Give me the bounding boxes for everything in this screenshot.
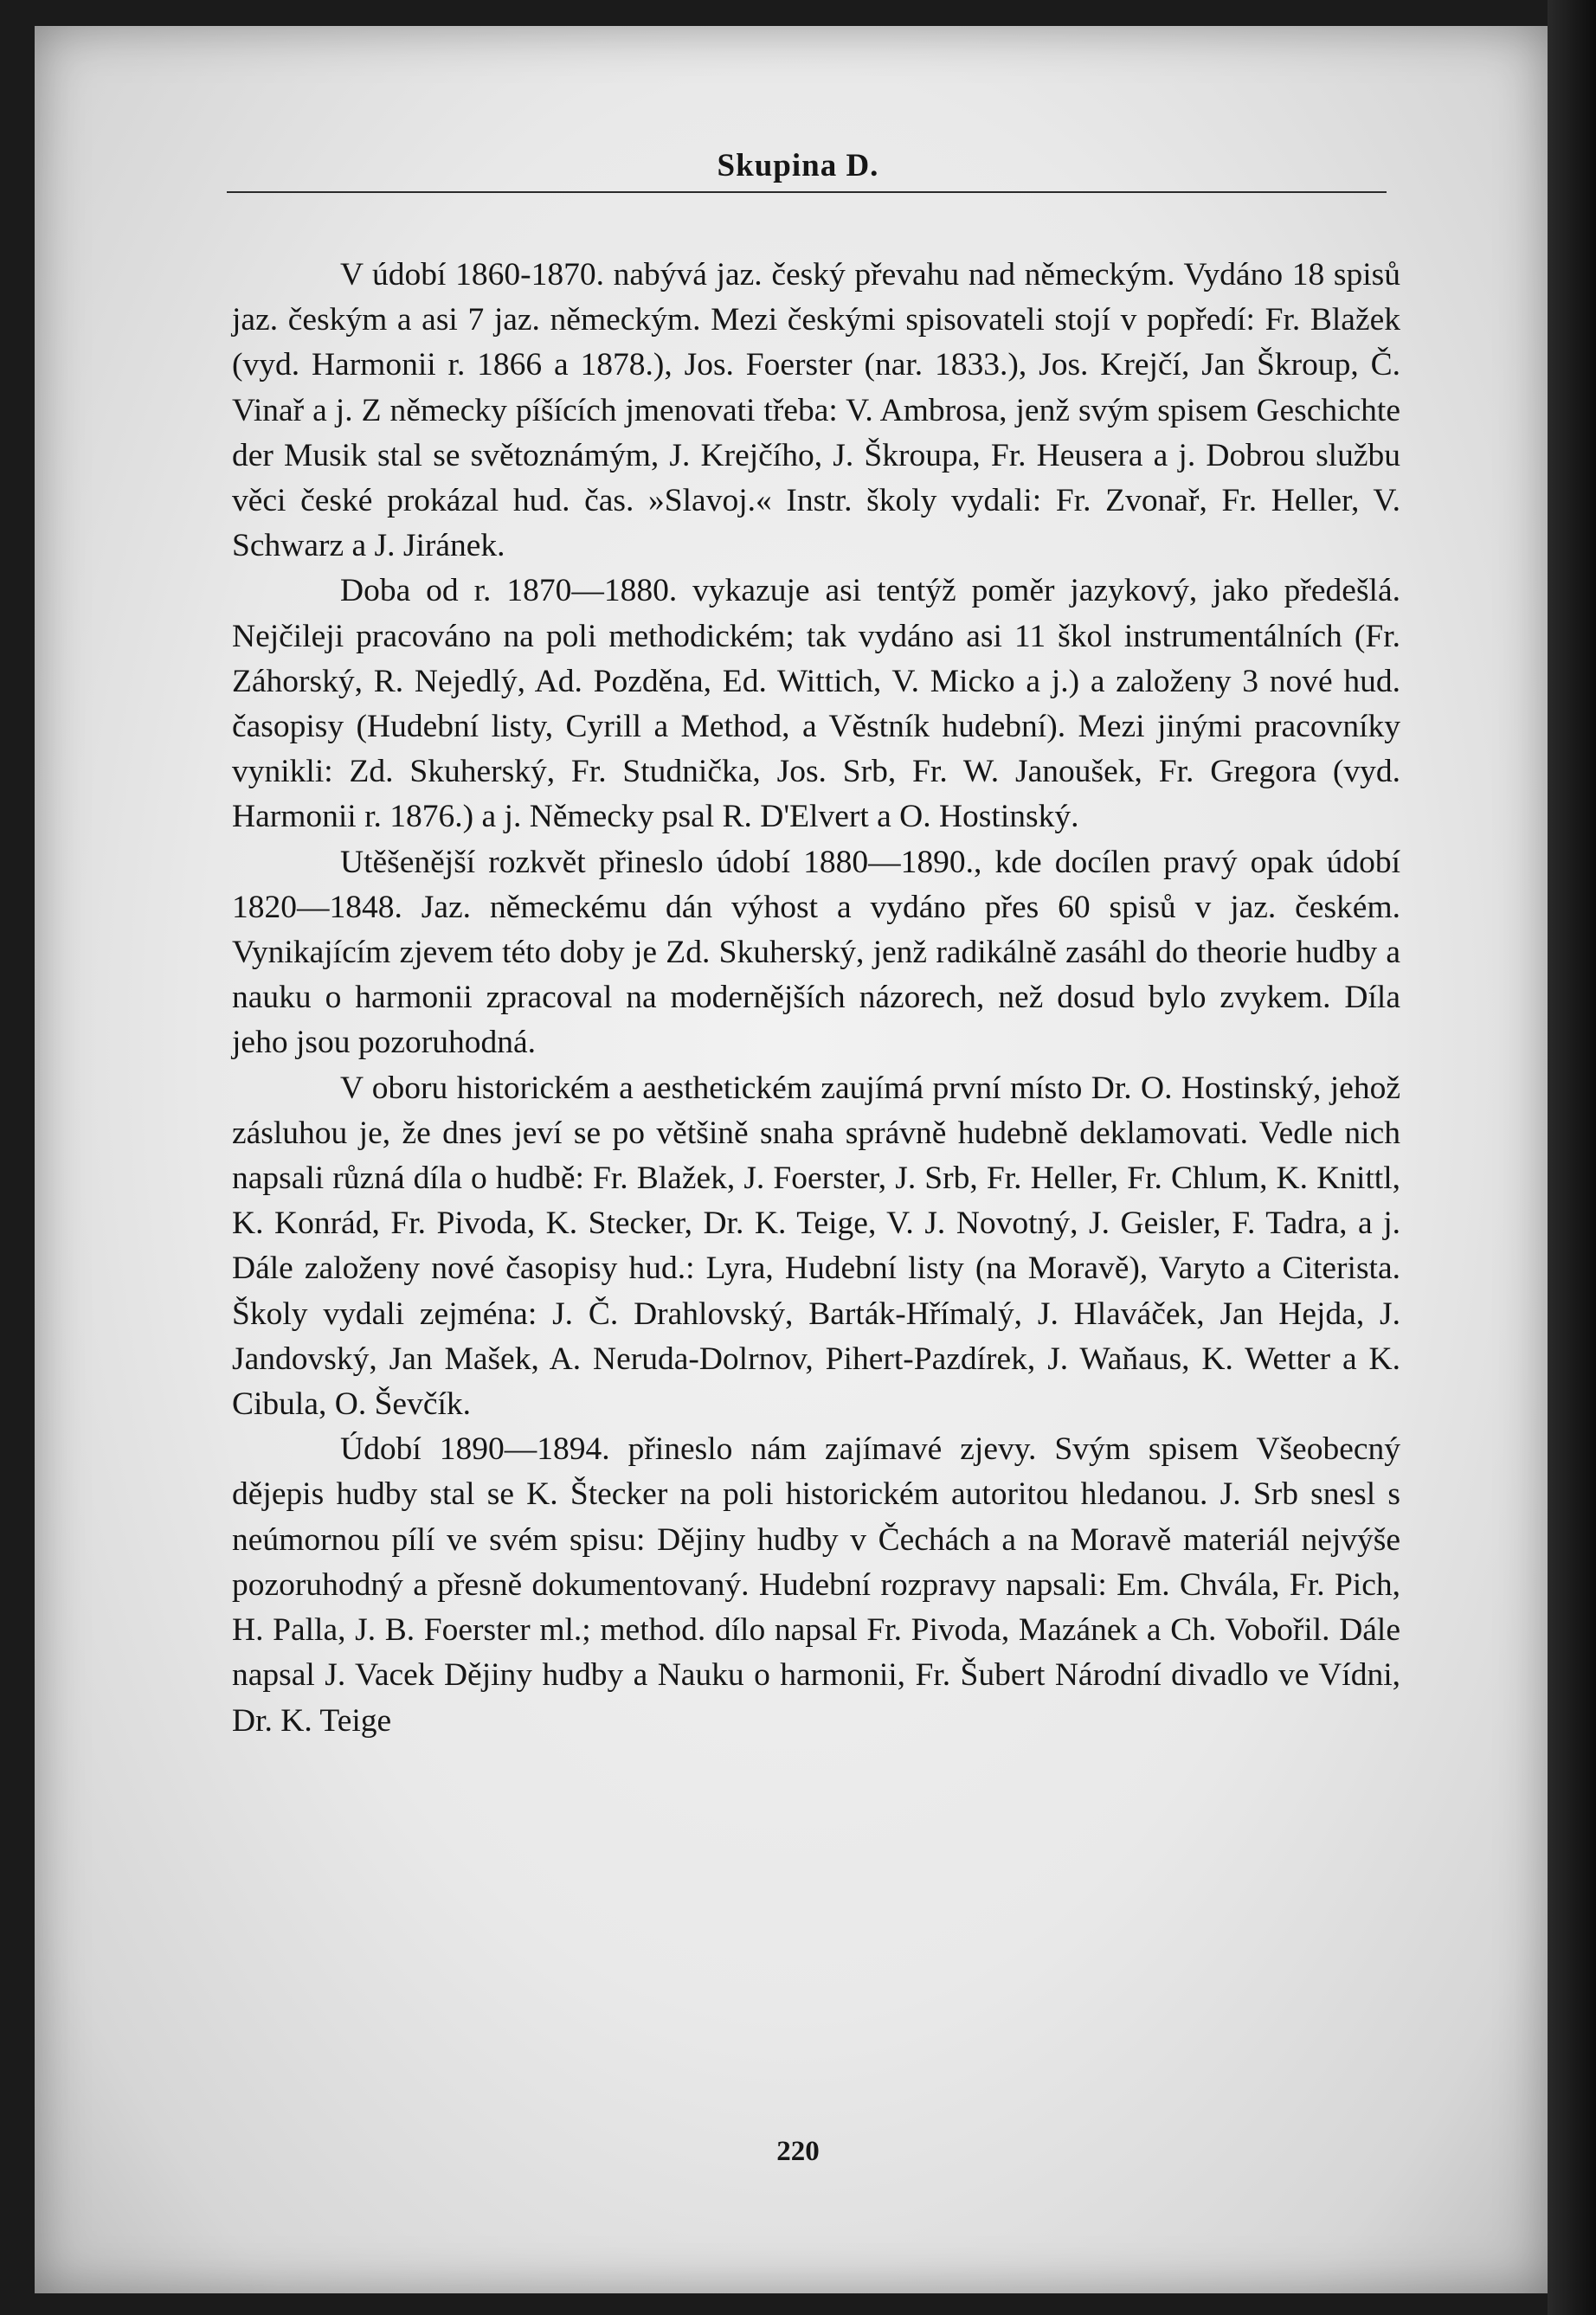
paragraph-1870-1880: Doba od r. 1870—1880. vykazuje asi tentýž poměr jazykový, jako předešlá. Nejčileji pracováno na poli methodickém; tak vydáno asi 11 škol instrumentálních (Fr. Záhorský, R. Nejedlý, Ad. Pozděna, Ed. Wittich, V. Micko a j.) a založeny 3 nové hud. časopisy (Hudební listy, Cyrill a Method, a Věstník hudební). Mezi jinými pracovníky vynikli: Zd. Skuherský, Fr. Studnička, Jos. Srb, Fr. W. Janoušek, Fr. Gregora (vyd. Harmonii r. 1876.) a j. Německy psal R. D'Elvert a O. Hostinský. xyxy=(232,573,1400,835)
paragraph-historical-aesthetic: V oboru historickém a aesthetickém zaujímá první místo Dr. O. Hostinský, jehož zásluhou je, že dnes jeví se po většině snaha správně hudebně deklamovati. Vedle nich napsali různá díla o hudbě: Fr. Blažek, J. Foerster, J. Srb, Fr. Heller, Fr. Chlum, K. Knittl, K. Konrád, Fr. Pivoda, K. Stecker, Dr. K. Teige, V. J. Novotný, J. Geisler, F. Tadra, a j. Dále založeny nové časopisy hud.: Lyra, Hudební listy (na Moravě), Varyto a Citerista. Školy vydali zejména: J. Č. Drahlovský, Barták-Hřímalý, J. Hlaváček, Jan Hejda, J. Jandovský, Jan Mašek, A. Neruda-Dolrnov, Pihert-Pazdírek, J. Waňaus, K. Wetter a K. Cibula, O. Ševčík. xyxy=(232,1070,1400,1423)
book-binding-edge xyxy=(1548,0,1596,2315)
paragraph-1860-1870: V údobí 1860-1870. nabývá jaz. český převahu nad německým. Vydáno 18 spisů jaz. českým a asi 7 jaz. německým. Mezi českými spisovateli stojí v popředí: Fr. Blažek (vyd. Harmonii r. 1866 a 1878.), Jos. Foerster (nar. 1833.), Jos. Krejčí, Jan Škroup, Č. Vinař a j. Z německy píšících jmenovati třeba: V. Ambrosa, jenž svým spisem Geschichte der Musik stal se světoznámým, J. Krejčího, J. Škroupa, Fr. Heusera a j. Dobrou službu věci české prokázal hud. čas. »Slavoj.« Instr. školy vydali: Fr. Zvonař, Fr. Heller, V. Schwarz a J. Jiránek. xyxy=(232,257,1400,564)
paragraph-1890-1894: Údobí 1890—1894. přineslo nám zajímavé zjevy. Svým spisem Všeobecný dějepis hudby stal se K. Štecker na poli historickém autoritou hledanou. J. Srb snesl s neúmornou pílí ve svém spisu: Dějiny hudby v Čechách a na Moravě materiál nejvýše pozoruhodný a přesně dokumentovaný. Hudební rozpravy napsali: Em. Chvála, Fr. Pich, H. Palla, J. B. Foerster ml.; method. dílo napsal Fr. Pivoda, Mazánek a Ch. Vobořil. Dále napsal J. Vacek Dějiny hudby a Nauku o harmonii, Fr. Šubert Národní divadlo ve Vídni, Dr. K. Teige xyxy=(232,1431,1400,1739)
paragraph-1880-1890: Utěšenější rozkvět přineslo údobí 1880—1890., kde docílen pravý opak údobí 1820—1848. Jaz. německému dán výhost a vydáno přes 60 spisů v jaz. českém. Vynikajícím zjevem této doby je Zd. Skuherský, jenž radikálně zasáhl do theorie hudby a nauku o harmonii zpracoval na modernějších názorech, než dosud bylo zvykem. Díla jeho jsou pozoruhodná. xyxy=(232,844,1400,1061)
header-rule xyxy=(227,191,1387,193)
page-number: 220 xyxy=(776,2136,820,2167)
body-text xyxy=(232,253,1400,1744)
running-header: Skupina D. xyxy=(717,148,879,183)
